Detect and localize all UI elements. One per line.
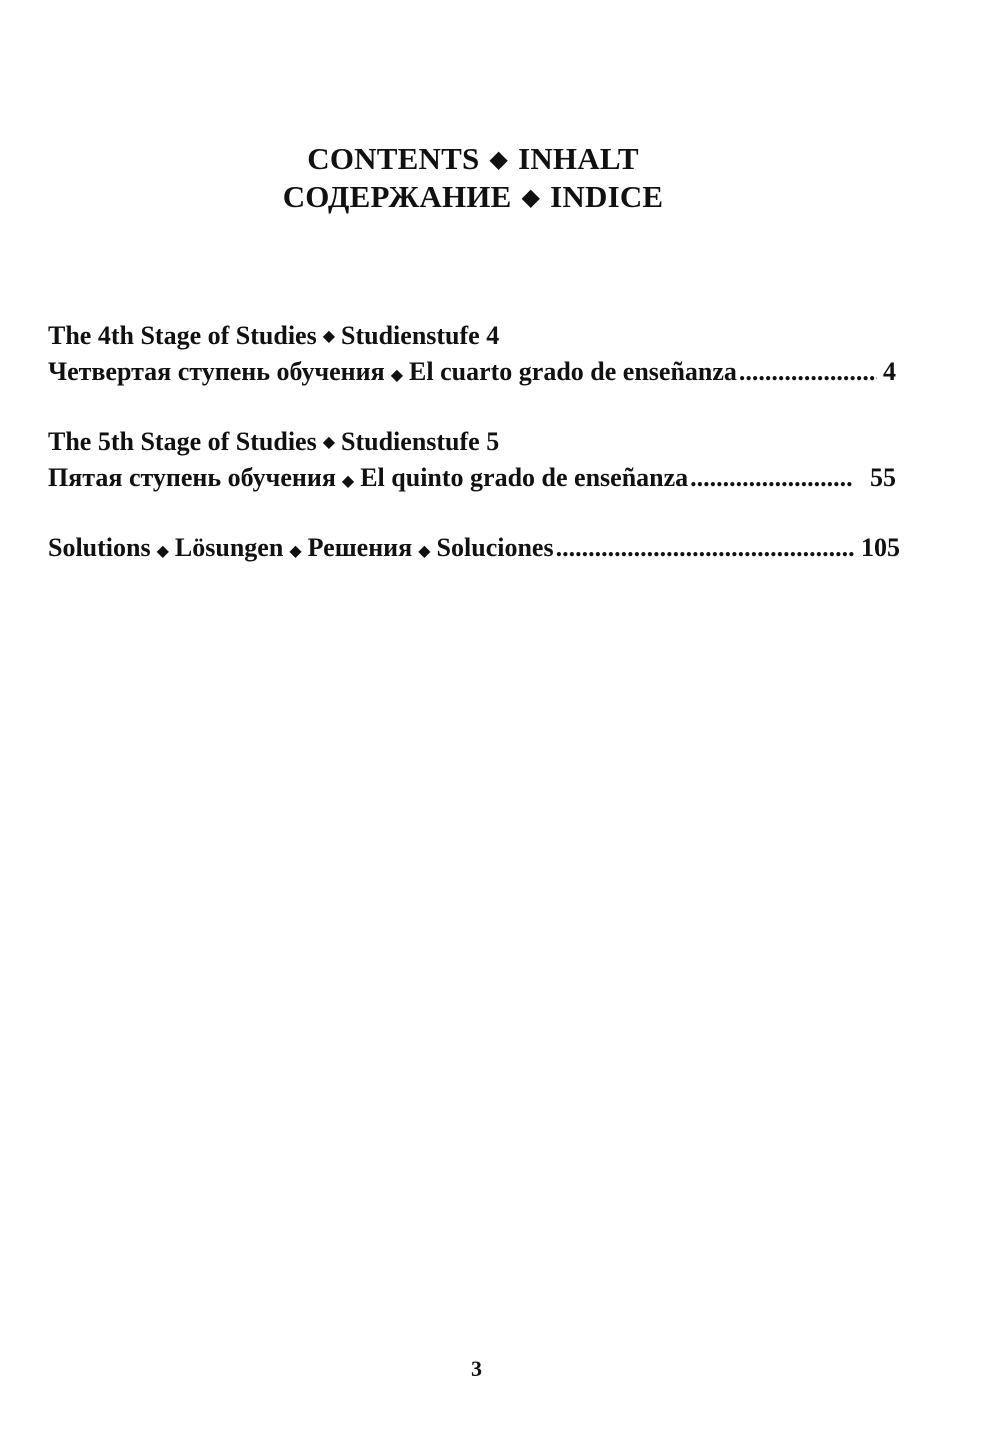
heading-inhalt: INHALT: [518, 141, 639, 176]
toc-title-es: Soluciones: [436, 533, 554, 562]
toc-entry-title: [48, 318, 908, 354]
dot-leader: [556, 530, 855, 566]
dot-leader: [690, 460, 852, 496]
toc-entry-title: [48, 424, 908, 460]
toc-entry-solutions-row: [48, 530, 900, 569]
heading-soderzhanie: СОДЕРЖАНИЕ: [282, 179, 512, 214]
diamond-icon: ◆: [341, 471, 355, 490]
toc-title-ru: Четвертая ступень обучения: [48, 357, 385, 386]
toc-title-ru: Пятая ступень обучения: [48, 463, 336, 492]
toc-title-es: El cuarto grado de enseñanza: [409, 357, 737, 386]
diamond-icon: ◆: [322, 432, 336, 451]
toc-entry-solutions[interactable]: [48, 530, 908, 569]
toc-title-de: Studienstufe 5: [341, 427, 500, 456]
diamond-icon: ◆: [156, 541, 169, 560]
heading-indice: INDICE: [550, 179, 664, 214]
diamond-icon: ◆: [390, 365, 404, 384]
toc-title-de: Lösungen: [174, 533, 284, 562]
page-number: 3: [471, 1356, 482, 1381]
toc-title-de: Studienstufe 4: [341, 321, 500, 350]
toc-page-number: 105: [861, 533, 900, 562]
toc-entry-subtitle-row: [48, 354, 896, 393]
diamond-icon: ◆: [521, 183, 541, 211]
diamond-icon: ◆: [489, 145, 509, 173]
heading-line-2: [0, 178, 946, 216]
toc-title-en: The 5th Stage of Studies: [48, 427, 317, 456]
contents-heading: [0, 140, 946, 216]
dot-leader: [739, 354, 877, 390]
heading-contents: CONTENTS: [307, 141, 480, 176]
toc-title-ru: Решения: [307, 533, 413, 562]
toc-page-number: 4: [883, 357, 896, 386]
toc-title-en: The 4th Stage of Studies: [48, 321, 317, 350]
toc-entry-stage-4[interactable]: [48, 318, 908, 393]
toc-entry-stage-5[interactable]: [48, 424, 908, 499]
toc-title-es: El quinto grado de enseñanza: [360, 463, 689, 492]
toc-title-en: Solutions: [48, 533, 151, 562]
toc-page-number: 55: [870, 463, 896, 492]
diamond-icon: ◆: [289, 541, 302, 560]
toc-entry-subtitle-row: [48, 460, 896, 499]
diamond-icon: ◆: [322, 326, 336, 345]
heading-line-1: [0, 140, 946, 178]
diamond-icon: ◆: [418, 541, 431, 560]
